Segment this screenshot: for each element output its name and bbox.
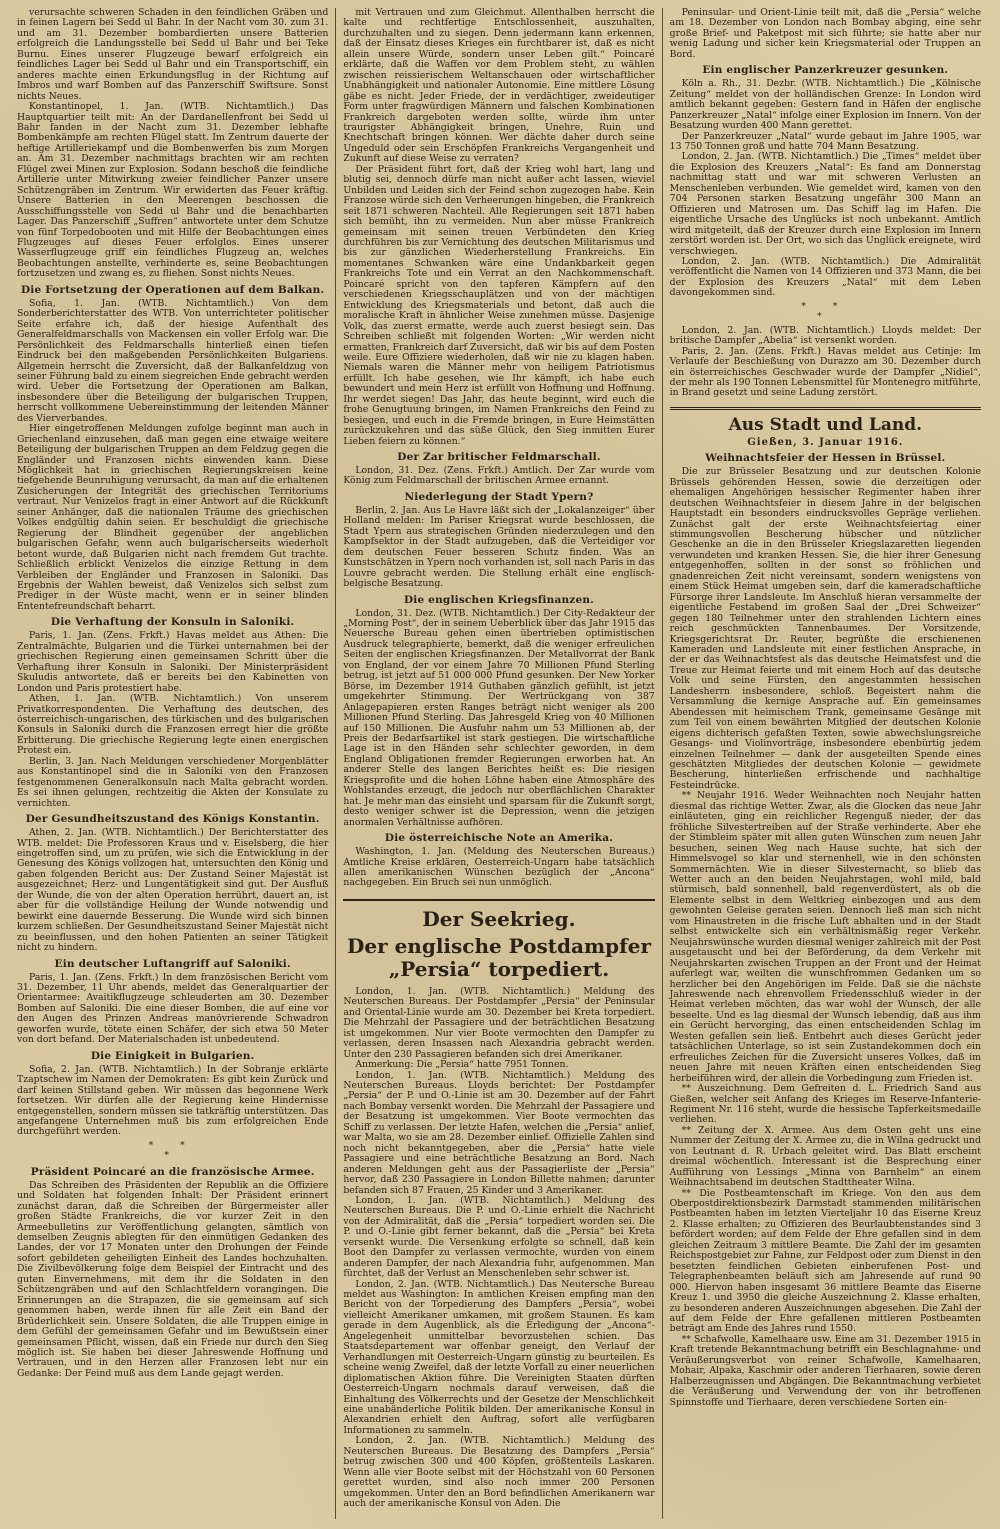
headline-bulgaria-unity: Die Einigkeit in Bulgarien. <box>90 1049 255 1062</box>
headline-consuls-arrest: Die Verhaftung der Konsuln in Saloniki. <box>50 616 295 629</box>
article-paragraph: London, 2. Jan. (WTB. Nichtamtlich.) Das Neutersche Bureau meldet aus Washington: In amtlichen Kreisen empfing man den Bericht von der Torpedierung des Dampfers „Persia“, wobei vielleicht Amerikaner umkamen, mit großem Staunen. Es kam gerade in dem Augenblick, als die Erledigung der „Ancona“-Angelegenheit unmittelbar bevorzustehen schien. Das Staatsdepartement war offenbar geneigt, den Verlauf der Verhandlungen mit Oesterreich-Ungarn günstig zu beurteilen. Es scheine wenig Zweifel, daß der letzte Vorfall zu einer neuerlichen diplomatischen Aktion führe. Die Vereinigten Staaten dürften Oesterreich-Ungarn nochmals darauf verweisen, daß die Einhaltung des Völkerrechts und der Gesetze der Menschlichkeit eine unabänderliche Politik bilden. Der amerikanische Konsul in Alexandrien erhielt den Auftrag, sofort alle verfügbaren Informationen zu sammeln. <box>343 1278 655 1436</box>
headline-tsar-fieldmarshal: Der Zar britischer Feldmarschall. <box>397 451 601 464</box>
article-paragraph: London, 1. Jan. (WTB. Nichtamtlich.) Meldung des Neuterschen Bureaus. Der Postdampfer „Persia“ der Peninsular and Oriental-Linie wurde am 30. Dezember bei Kreta torpediert. Die Mehrzahl der Passagiere und der beträchtlichen Besatzung ist umgekommen. Nur vier Boote vermochten den Dampfer zu verlassen, deren Insassen nach Alexandria gebracht werden. Unter den 230 Passagieren befanden sich drei Amerikaner. <box>343 985 655 1060</box>
article-paragraph: Peninsular- und Orient-Linie teilt mit, daß die „Persia“ welche am 18. Dezember von London nach Bombay abging, eine sehr große Brief- und Paketpost mit sich führte; sie hatte aber nur wenig Ladung und sicher kein Kriegsmaterial oder Truppen an Bord. <box>669 8 981 60</box>
article-paragraph: verursachte schweren Schaden in den feindlichen Gräben und in feinen Lagern bei Sedd ul Bahr. In der Nacht vom 30. zum 31. und am 31. Dezember bombardierten unsere Batterien erfolgreich die Landungsstelle bei Sedd ul Bahr und bei Teke Burnu. Eines unserer Flugzeuge bewarf erfolgreich ein feindliches Lager bei Sedd ul Bahr und ein Transportschiff, ein anderes machte einen Erkundungsflug in der Richtung auf Imbros und warf Bomben auf das Panzerschiff Swiftsure. Sonst nichts Neues. <box>17 8 329 102</box>
article-paragraph: London, 31. Dez. (WTB. Nichtamtlich.) Der City-Redakteur der „Morning Post“, der in seinem Ueberblick über das Jahr 1915 das Neuersche Bureau gehen einen übertrieben optimistischen Ausdruck telegraphierte, bemerkt, daß die weniger erfreulichen Seiten der englischen Kriegsfinanzen. Der Metallvorrat der Bank von England, der vor einem Jahre 70 Millionen Pfund Sterling betrug, ist jetzt auf 51 000 000 Pfund gesunken. Der New Yorker Börse, im Dezember 1914 Guthaben gänzlich gefühlt, ist jetzt umgekehrter Stimmung. Der Wertrückgang von 387 Anlagepapieren ersten Ranges beträgt nicht weniger als 200 Millionen Pfund Sterling. Das Jahresgeld Krieg von 40 Millionen auf 150 Millionen. Die Ausfuhr nahm um 53 Millionen ab, der Preis der Bedarfsartikel ist stark gestiegen. Die wirtschaftliche Lage ist in den Händen sehr schlechter geworden, in dem England Obligationen fremder Regierungen erworben hat. An anderer Stelle des langen Berichtes heißt es: Die riesigen Kriegsprofite und die hohen Löhne haben eine Atmosphäre des Wohlstandes erzeugt, die jedoch nur oberflächlichen Charakter hat. Je mehr man das einsieht und sparsam für die Zukunft sorgt, desto weniger schwer ist die Depression, wenn die jetzigen anormalen Verhältnisse aufhören. <box>343 607 655 828</box>
article-paragraph: Sofia, 1. Jan. (WTB. Nichtamtlich.) Von dem Sonderberichterstatter des WTB. Von unterrichteter politischer Seite erfahre ich, daß der hiesige Aufenthalt des Generalfeldmarschalls von Mackensen ein voller Erfolg war. Die Persönlichkeit des Feldmarschalls hinterließ einen tiefen Eindruck bei den maßgebenden Persönlichkeiten Bulgariens. Allgemein herrscht die Zuversicht, daß der Balkanfeldzug von seiner Führung bald zu einem siegreichen Ende gebracht werden wird. Ueber die Fortsetzung der Operationen am Balkan, insbesondere über die Beteiligung der bulgarischen Truppen, herrscht vollkommene Uebereinstimmung der leitenden Männer des Vierverbandes. <box>17 297 329 424</box>
headline-austrian-note: Die österreichische Note an Amerika. <box>384 832 614 845</box>
headline-war-finances: Die englischen Kriegsfinanzen. <box>403 593 595 606</box>
article-paragraph: London, 2. Jan. (WTB. Nichtamtlich.) Die Admiralität veröffentlicht die Namen von 14 Offizieren und 373 Mann, die bei der Explosion des Kreuzers „Natal“ mit dem Leben davongekommen sind. <box>669 255 981 299</box>
column-layout <box>10 8 988 1519</box>
section-title-local: Aus Stadt und Land. <box>670 407 981 436</box>
article-paragraph: Hier eingetroffenen Meldungen zufolge beginnt man auch in Griechenland einzusehen, daß man gegen eine etwaige weitere Beteiligung der bulgarischen Truppen an dem Feldzug gegen die Engländer und Franzosen nichts einwenden kann. Diese Möglichkeit hat in griechischen Regierungskreisen keine tiefgehende Beunruhigung verursacht, da man auf die erhaltenen Zusicherungen der Integrität des griechischen Territoriums vertraut. Nur Venizelos fragt in einer Antwort auf die Rückkunft seiner Anhänger, daß die nationalen Träume des griechischen Volkes endgültig dahin seien. Er beschuldigt die griechische Regierung der Blindheit gegenüber der angeblichen bulgarischen Gefahr, wenn auch bulgarischerseits wiederholt betont wurde, daß Bulgarien nicht nach fremdem Gut trachte. Schließlich erblickt Venizelos die einzige Rettung in dem Verbleiben der Engländer und Franzosen in Saloniki. Das Ergebnis der Wahlen beweist, daß Venizelos sich selbst zum Prediger in der Wüste macht, wenn er in seiner blinden Ententefreundschaft beharrt. <box>17 423 329 612</box>
article-paragraph: London, 2. Jan. (WTB. Nichtamtlich.) Meldung des Neuterschen Bureaus. Die Besatzung des Dampfers „Persia“ betrug zwischen 300 und 400 Köpfen, größtenteils Laskaren. Wenn alle vier Boote selbst mit der Höchstzahl von 60 Personen gerettet wurden, sind also noch immer 200 Personen umgekommen. Unter den an Bord befindlichen Amerikanern war auch der amerikanische Konsul von Aden. Die <box>343 1435 655 1510</box>
article-paragraph: London, 2. Jan. (WTB. Nichtamtlich.) Lloyds meldet: Der britische Dampfer „Abelia“ ist versenkt worden. <box>669 324 981 347</box>
headline-king-health: Der Gesundheitszustand des Königs Konstantin. <box>25 813 320 826</box>
article-paragraph: ** Auszeichnung. Dem Gefreiten d. L. Friedrich Sand aus Gießen, welcher seit Anfang des Krieges im Reserve-Infanterie-Regiment Nr. 116 steht, wurde die hessische Tapferkeitsmedaille verliehen. <box>669 1083 981 1126</box>
headline-cruiser-sunk: Ein englischer Panzerkreuzer gesunken. <box>702 64 949 77</box>
article-paragraph: ** Die Postbeamtenschaft im Kriege. Von den aus dem Oberpostdirektionsbezirk Darmstadt stammenden militärischen Postbeamten haben im letzten Vierteljahr 10 das Eiserne Kreuz 2. Klasse erhalten; zu Offizieren des Beurlaubtenstandes sind 3 befördert worden; auf dem Felde der Ehre gefallen sind in dem gleichen Zeitraum 3 mittlere Beamte. Die Zahl der im gesamten Reichspostgebiet zur Fahne, zur Feldpost oder zum Dienst in den besetzten feindlichen Gebieten einberufenen Post- und Telegraphenbeamten beläuft sich am Jahresende auf rund 90 000. Hiervon haben insgesamt 36 mittlere Beamte das Eiserne Kreuz 1. und 3950 die gleiche Auszeichnung 2. Klasse erhalten, zu besonderen anderen Auszeichnungen abgesehen. Die Zahl der auf dem Felde der Ehre gefallenen mittleren Postbeamten beträgt am Ende des Jahres rund 1550. <box>669 1187 981 1335</box>
article-paragraph: Der Präsident führt fort, daß der Krieg wohl hart, lang und blutig sei, dennoch dürfe man nicht außer acht lassen, wieviel Unbilden und Leiden sich der Feind schon zugezogen habe. Kein Franzose würde sich den Verheerungen hingeben, die Frankreich seit 1871 schweren Nachteil. Alle Regierungen seit 1871 haben sich bemüht, ihn zu vermeiden. Nun aber müsse Frankreich gemeinsam mit seinen treuen Verbündeten den Krieg durchführen bis zur Vernichtung des deutschen Militarismus und bis zur gänzlichen Wiederherstellung Frankreichs. Ein momentanes Schwanken wäre eine Undankbarkeit gegen Frankreichs Tote und ein Verrat an den Nachkommenschaft. Poincaré spricht von den tapferen Kämpfern auf den verschiedenen Kriegsschauplätzen und von der mächtigen Entwicklung des Kriegsmaterials und betont, daß auch die moralische Kraft in ähnlicher Weise zunehmen müsse. Dasjenige Volk, das zuerst ermatte, werde auch zuerst besiegt sein. Das Schreiben schließt mit folgenden Worten: „Wir werden nicht ermatten, Frankreich darf Zuversicht, daß wir bis auf dem Posten weile. Eure Offiziere wiederholen, daß wir nie zu klagen haben. Niemals waren die Männer mehr von heiligem Patriotismus erfüllt. Ich habe gesehen, wie Ihr kämpft, ich habe euch bewundert und mein Herz ist erfüllt von Hoffnung und Hoffnung. Ihr werdet siegen! Das Jahr, das heute beginnt, wird euch die frohe Genugtuung bringen, im Namen Frankreichs den Feind zu besiegen, und euch in die Fremde bringen, in Eure Heimstätten zurückzukehren und das süße Glück, den Sieg inmitten Eurer Lieben feiern zu können.“ <box>343 163 655 447</box>
article-paragraph: Das Schreiben des Präsidenten der Republik an die Offiziere und Soldaten hat folgenden Inhalt: Der Präsident erinnert zunächst daran, daß die Schreiben der Bürgermeister aller großen Städte Frankreichs, die vor kurzer Zeit in den Armeebulletins zur Veröffentlichung gelangten, sämtlich von demselben Zeugnis ablegten für den einmütigen Gedanken des Landes, der vor 17 Monaten unter den Drohungen der Feinde sofort gebildeten geheiligten Einheit des Landes hochzuhalten. Die Zivilbevölkerung folge dem Beispiel der Eintracht und des guten Einvernehmens, mit dem ihr die Soldaten in den Schützengräben und auf den Schlachtfeldern vorangingen. Die Erinnerungen an die Strapazen, die sie gemeinsam auf sich genommen haben, werde ihnen für alle Zeit ein Band der Brüderlichkeit sein. Unsere Soldaten, die alle Truppen einige in dem Gefühl der gemeinsamen Gefahr und im Bewußtsein einer gemeinsamen Pflicht, wissen, daß ein Friede nur durch den Sieg möglich ist. Sie haben bei dieser Jahreswende Hoffnung und Vertrauen, und in den Herzen aller Franzosen lebt nur ein Gedanke: Der Feind muß aus dem Lande gejagt werden. <box>17 1179 329 1379</box>
column-1 <box>10 8 335 1519</box>
article-paragraph: Berlin, 3. Jan. Nach Meldungen verschiedener Morgenblätter aus Konstantinopel sind die in Saloniki von den Franzosen festgenommenen Generalkonsuln nach Malta gebracht worden. Es sei ihnen gelungen, rechtzeitig die Akten der Konsulate zu vernichten. <box>17 755 329 809</box>
column-2 <box>335 8 661 1519</box>
article-paragraph: London, 2. Jan. (WTB. Nichtamtlich.) Die „Times“ meldet über die Explosion des Kreuzers „Natal“: Es fand am Donnerstag nachmittag statt und war mit schweren Verlusten an Menschenleben verbunden. Wie gemeldet wird, kamen von den 704 Personen starken Besatzung ungefähr 300 Mann an Offizieren und Matrosen um. Das Schiff lag im Hafen. Die eigentliche Ursache des Unglücks ist noch unbekannt. Amtlich wird mitgeteilt, daß der Kreuzer durch eine Explosion im Innern zerstört worden ist. Der Ort, wo sich das Unglück ereignete, wird verschwiegen. <box>669 151 981 257</box>
article-paragraph: ** Neujahr 1916. Weder Weihnachten noch Neujahr hatten diesmal das richtige Wetter. Zwar, als die Glocken das neue Jahr einläuteten, ging ein reichlicher Regenguß nieder, der das fröhliche Silvestertreiben auf der Straße verhinderte. Aber ehe der Stimbleim später mit allen guten Wünschen zum neuen Jahr besuchen, seinen Weg nach Hause suchte, hat sich der Himmelsvogel so klar und sternenhell, wie in den schönsten Sommernächten. Wie in dieser Silvesternacht, so blieb das Wetter auch an den beiden Neujahrstagen, wohl mild, bald stürmisch, bald sonnenhell, bald regenverdüstert, als ob die Elemente selbst in dem Weltkrieg einbezogen und aus dem gewohnten Geleise geraten seien. Dennoch ließ man sich nicht vom Hinaustreten in die frische Luft abhalten und in der Stadt selbst entwickelte sich ein verhältnismäßig reger Verkehr. Neujahrswünsche wurden diesmal weniger zahlreich mit der Post ausgetauscht und bei der Beförderung, da dem Verkehr mit Neujahrskarten zwischen Truppen an der Front und der Heimat auferlegt war, weilten die wunschfrommen Gedanken um so herzlicher bei den Angehörigen im Felde. Daß sie die nächste Jahreswende nach ehrenvollem Friedensschluß wieder in der Heimat verleben möchten, das war wohl der Wunsch, der alle beseelte. Und es lag diesmal der Wunsch lebendig, daß aus ihm ein Gerücht hervorging, das einen entscheidenden Schlag im Westen gefallen sein ließ. Entbehrt auch dieses Gerücht jeder tatsächlichen Unterlage, so ist sein Zustandekommen doch ein erfreuliches Zeichen für die Zuversicht unseres Volkes, daß im neuen Jahre mit neuen Kräften einen entscheidenden Sieg herbeiführen wird, der allein die Vorbedingung zum Frieden ist. <box>669 790 981 1084</box>
article-paragraph: London, 31. Dez. (Zens. Frkft.) Amtlich. Der Zar wurde vom König zum Feldmarschall der britischen Armee ernannt. <box>343 465 655 487</box>
section-separator: * * * <box>801 301 850 323</box>
article-paragraph: Paris, 1. Jan. (Zens. Frkft.) In dem französischen Bericht vom 31. Dezember, 11 Uhr abends, meldet das Generalquartier der Orientarmee: Avaitikflugzeuge schleuderten am 30. Dezember Bomben auf Saloniki. Die eine dieser Bomben, die auf eine vor den Augen des Prinzen Andreas manövrierende Schwadron geworfen wurde, tötete einen Schäfer, der sich etwa 50 Meter von dort befand. Der Materialschaden ist unbedeutend. <box>17 971 329 1046</box>
headline-air-attack: Ein deutscher Luftangriff auf Saloniki. <box>54 957 291 970</box>
article-paragraph: Sofia, 2. Jan. (WTB. Nichtamtlich.) In der Sobranje erklärte Tzaptschew im Namen der Demokraten: Es gibt kein Zurück und darf keinen Stillstand geben. Wir müssen das begonnene Werk fortsetzen. Wir dürfen alle der Regierung keine Hindernisse entgegenstellen, sondern müssen sie tatkräftig unterstützen. Das angefangene Unternehmen muß bis zum erfolgreichen Ende durchgeführt werden. <box>17 1063 329 1138</box>
article-paragraph: Anmerkung: Die „Persia“ hatte 7951 Tonnen. <box>355 1059 569 1071</box>
headline-balkan-operations: Die Fortsetzung der Operationen auf dem Balkan. <box>20 283 325 296</box>
article-paragraph: Der Panzerkreuzer „Natal“ wurde gebaut im Jahre 1905, war 13 750 Tonnen groß und hatte 704 Mann Besatzung. <box>669 130 981 152</box>
article-paragraph: Die zur Brüsseler Besatzung und zur deutschen Kolonie Brüssels gehörenden Hessen, sowie die derzeitigen oder ehemaligen Angehörigen hessischer Regimenter haben ihrer deutschen Weihnachtsfeier in diesem Jahre in der belgischen Hauptstadt ein besonders eindrucksvolles Gepräge verliehen. Zunächst galt der erste Weihnachtsfeiertag einer stimmungsvollen Bescherung hübscher und nützlicher Geschenke an die in den Brüsseler Kriegslazaretten liegenden verwundeten und kranken Hessen. Sie, die hier ihrer Genesung entgegenhoffen, sollten in der sonst so fröhlichen und gnadenreichen Zeit nicht vereinsamt, sondern wenigstens von einem Stück Heimat umgeben sein, darf die kameradschaftliche Fürsorge ihrer Landsleute. Im Anschluß hieran versammelte der eigentliche Festabend im großen Saal der „Drei Schweizer“ gegen 180 Teilnehmer unter den strahlenden Lichtern eines reich geschmückten Tannenbaumes. Der Vorsitzende, Kriegsgerichtsrat Dr. Reuter, begrüßte die erschienenen Kameraden und Landsleute mit einer festlichen Ansprache, in der er das Weihnachtsfest als das deutsche Heimatsfest und die Treue zur Heimat feierte und mit einem Hoch auf das deutsche Volk und seine Fürsten, den angestammten hessischen Landesherrn insbesondere, schloß. Begeistert nahm die Versammlung die kernige Ansprache auf. Ein gemeinsames Abendessen mit heimischem Trank, gemeinsame Gesänge mit zum Teil von einem bewährten Mitglied der deutschen Kolonie eigens dichterisch gefaßten Texten, sowie abwechslungsreiche Gesangs- und Violinvorträge, insbesondere ebenbürtig jedem einzelnen Teilnehmer — dank der ausgeteilten Spende eines geschätzten Mitgliedes der deutschen Kolonie — gewidmete Bescherung, hinterließen erfrischende und nachhaltige Festeindrücke. <box>669 466 981 791</box>
article-paragraph: London, 1. Jan. (WTB. Nichtamtlich.) Meldung des Neuterschen Bureaus. Die P. und O.-Linie erhielt die Nachricht von der Admiralität, daß die „Persia“ torpediert worden sei. Die P. und O.-Linie gibt ferner bekannt, daß die „Persia“ bei Kreta versenkt wurde. Die Versenkung erfolgte so schnell, daß kein Boot den Dampfer zu verlassen vermochte, wurden von einem anderen Dampfer, der nach Alexandria fuhr, aufgenommen. Man fürchtet, daß der Verlust an Menschenleben sehr schwer ist. <box>343 1194 655 1280</box>
article-paragraph: London, 1. Jan. (WTB. Nichtamtlich.) Meldung des Neuterschen Bureaus. Lloyds berichtet: Der Postdampfer „Persia“ der P. und O.-Linie ist am 30. Dezember auf der Fahrt nach Bombay versenkt worden. Die Mehrzahl der Passagiere und der Besatzung ist umgekommen. Vier Boote vermochten das Schiff zu verlassen. Der letzte Hafen, welchen die „Persia“ anlief, war Malta, wo sie am 28. Dezember einlief. Offizielle Zahlen sind noch nicht bekanntgegeben, aber die „Persia“ hatte viele Passagiere und eine beträchtliche Besatzung an Bord. Nach anderen Meldungen geht aus der Passagierliste der „Persia“ hervor, daß 230 Passagiere in London Billette nahmen; darunter befanden sich 87 Frauen, 25 Kinder und 3 Amerikaner. <box>343 1069 655 1196</box>
article-paragraph: Konstantinopel, 1. Jan. (WTB. Nichtamtlich.) Das Hauptquartier teilt mit: An der Dardanellenfront bei Sedd ul Bahr fanden in der Nacht zum 31. Dezember lebhafte Bombenkämpfe am rechten Flügel statt. Im Zentrum dauerte der heftige Artilleriekampf und die Bombenwerfen bis zum Morgen an. Am 31. Dezember nachmittags brachten wir am rechten Flügel zwei Minen zur Explosion. Sodann beschoß die feindliche Artillerie unter Mitwirkung zweier feindlicher Panzer unsere Schützengräben im Zentrum. Wir erwiderten das Feuer kräftig. Unsere Batterien in den Meerengen beschossen die Ausschiffungsstelle von Sedd ul Bahr und die benachbarten Lager. Das Panzerschiff „Suffren“ antwortete unter dem Schutze von fünf Torpedobooten und mit Hilfe der Beobachtungen eines Flugzeuges auf dieses Feuer erfolglos. Eines unserer Wasserflugzeuge griff ein feindliches Flugzeug an, welches Beobachtungen anstellte, verhinderte es, seine Beobachtungen fortzusetzen und zwang es, zu fliehen. Sonst nichts Neues. <box>17 101 329 280</box>
article-paragraph: Athen, 2. Jan. (WTB. Nichtamtlich.) Der Berichterstatter des WTB. meldet: Die Professoren Kraus und v. Eiselsberg, die hier eingetroffen sind, um zu prüfen, wie sich die Entwicklung in der Genesung des Königs vollzogen hat, untersuchten den König und gaben folgenden Bericht aus: Der Zustand Seiner Majestät ist ausgezeichnet; Herz- und Lungentätigkeit sind gut. Der Ausfluß der Wunde, die von der alten Operation herrührt, dauert an, ist aber für die vollständige Heilung der Wunde notwendig und bewirkt eine dauernde Besserung. Die Wunde wird sich binnen kurzem schließen. Der Gesundheitszustand Seiner Majestät nicht zu beeinflussen, und den hohen Patienten an seiner Tätigkeit nicht zu hindern. <box>17 827 329 954</box>
dateline: Gießen, 3. Januar 1916. <box>747 436 904 448</box>
article-paragraph: Paris, 1. Jan. (Zens. Frkft.) Havas meldet aus Athen: Die Zentralmächte, Bulgarien und die Türkei unternahmen bei der griechischen Regierung einen gemeinsamen Schritt über die Verhaftung ihrer Konsuln in Saloniki. Der Ministerpräsident Skuludis antwortete, daß er bereits bei den Kabinetten von London und Paris protestiert habe. <box>17 630 329 694</box>
headline-seekrieg: Der Seekrieg. <box>343 899 654 931</box>
article-paragraph: ** Zeitung der X. Armee. Aus dem Osten geht uns eine Nummer der Zeitung der X. Armee zu, die in Wilna gedruckt und von Leutnant d. R. Urbach geleitet wird. Das Blatt erscheint dreimal wöchentlich. Interessant ist die Besprechung einer Aufführung von Lessings „Minna von Barnhelm“ an einem Weihnachtsabend im deutschen Stadttheater Wilna. <box>669 1124 981 1189</box>
article-paragraph: Washington, 1. Jan. (Meldung des Neuterschen Bureaus.) Amtliche Kreise erklären, Oesterreich-Ungarn habe tatsächlich allen amerikanischen Wünschen bezüglich der „Ancona“ nachgegeben. Ein Bruch sei nun unmöglich. <box>343 846 655 889</box>
headline-christmas-brussels: Weihnachtsfeier der Hessen in Brüssel. <box>705 452 946 465</box>
article-paragraph: Köln a. Rh., 31. Dezbr. (WTB. Nichtamtlich.) Die „Kölnische Zeitung“ meldet von der holländischen Grenze: In London wird amtlich bekannt gegeben: Gestern fand in Häfen der englische Panzerkreuzer „Natal“ infolge einer Explosion im Innern. Von der Besatzung wurden 400 Mann gerettet. <box>669 78 981 132</box>
headline-persia-torpedoed: Der englische Postdampfer „Persia“ torpediert. <box>347 933 651 981</box>
article-paragraph: Paris, 2. Jan. (Zens. Frkft.) Havas meldet aus Cetinje: Im Verlaufe der Beschießung von Durazzo am 30. Dezember durch ein österreichisches Geschwader wurde der Dampfer „Nidiel“, der mehr als 190 Tonnen Lebensmittel für Montenegro mitführte, in Brand gesetzt und seine Ladung zerstört. <box>669 345 981 399</box>
headline-ypern: Niederlegung der Stadt Ypern? <box>404 490 594 503</box>
article-paragraph: mit Vertrauen und zum Gleichmut. Allenthalben herrscht die kalte und rechtfertige Entschlossenheit, auszuhalten, durchzuhalten und zu siegen. Denn jedermann kann erkennen, daß der Einsatz dieses Krieges ein furchtbarer ist, daß es nicht allein unsere Würde, sondern unser Leben gilt.“ Poincaré erklärte, daß die Waffen vor dem Problem steht, zu wählen zwischen reissierischem Weltanschauen oder wirtschaftlicher Unabhängigkeit und nationaler Autonomie. Eine mittlere Lösung gäbe es nicht. Jeder Friede, der in verdächtiger, zweideutiger Form unter fragwürdigen Männern und falschen Kombinationen Frankreich dargeboten werden sollte, würde ihm unter traurigster Abhängigkeit bringen, Unehre, Ruin und Knechtschaft bringen können. Wer dächte daher durch seine Ungeduld oder sein Erschöpfen Frankreichs Vergangenheit und Zukunft auf diese Weise zu verraten? <box>343 8 655 165</box>
article-paragraph: ** Schafwolle, Kamelhaare usw. Eine am 31. Dezember 1915 in Kraft tretende Bekanntmachung betrifft ein Beschlagnahme- und Veräußerungsverbot von reiner Schafwolle, Kamelhaaren, Mohair, Alpaka, Kaschmir oder anderen Tierhaaren, sowie deren Halberzeugnissen und Abgängen. Die Bekanntmachung verbietet die Veräußerung und Verwendung der von ihr betroffenen Spinnstoffe und Tierhaare, deren verschiedene Sorten ein- <box>669 1333 981 1408</box>
section-separator: * * * <box>148 1140 197 1162</box>
headline-poincare: Präsident Poincaré an die französische Armee. <box>30 1165 315 1178</box>
article-paragraph: Athen, 1. Jan. (WTB. Nichtamtlich.) Von unserem Privatkorrespondenten. Die Verhaftung des deutschen, des österreichisch-ungarischen, des türkischen und des bulgarischen Konsuls in Saloniki durch die Franzosen erregt hier die größte Erbitterung. Die griechische Regierung legte einen energischen Protest ein. <box>17 693 329 757</box>
column-3 <box>662 8 988 1519</box>
article-paragraph: Berlin, 2. Jan. Aus Le Havre läßt sich der „Lokalanzeiger“ über Holland melden: Im Pariser Kriegsrat wurde beschlossen, die Stadt Ypern aus strategischen Gründen niederzulegen und den Kampfsektor in der Stadt aufzugeben, daß die Verteidiger vor dem deutschen Feuer besseren Schutz finden. Was an Kunstschätzen in Ypern noch vorhanden ist, soll nach Paris in das Louvre gebracht werden. Die Stellung erhält eine englisch-belgische Besatzung. <box>343 504 655 590</box>
